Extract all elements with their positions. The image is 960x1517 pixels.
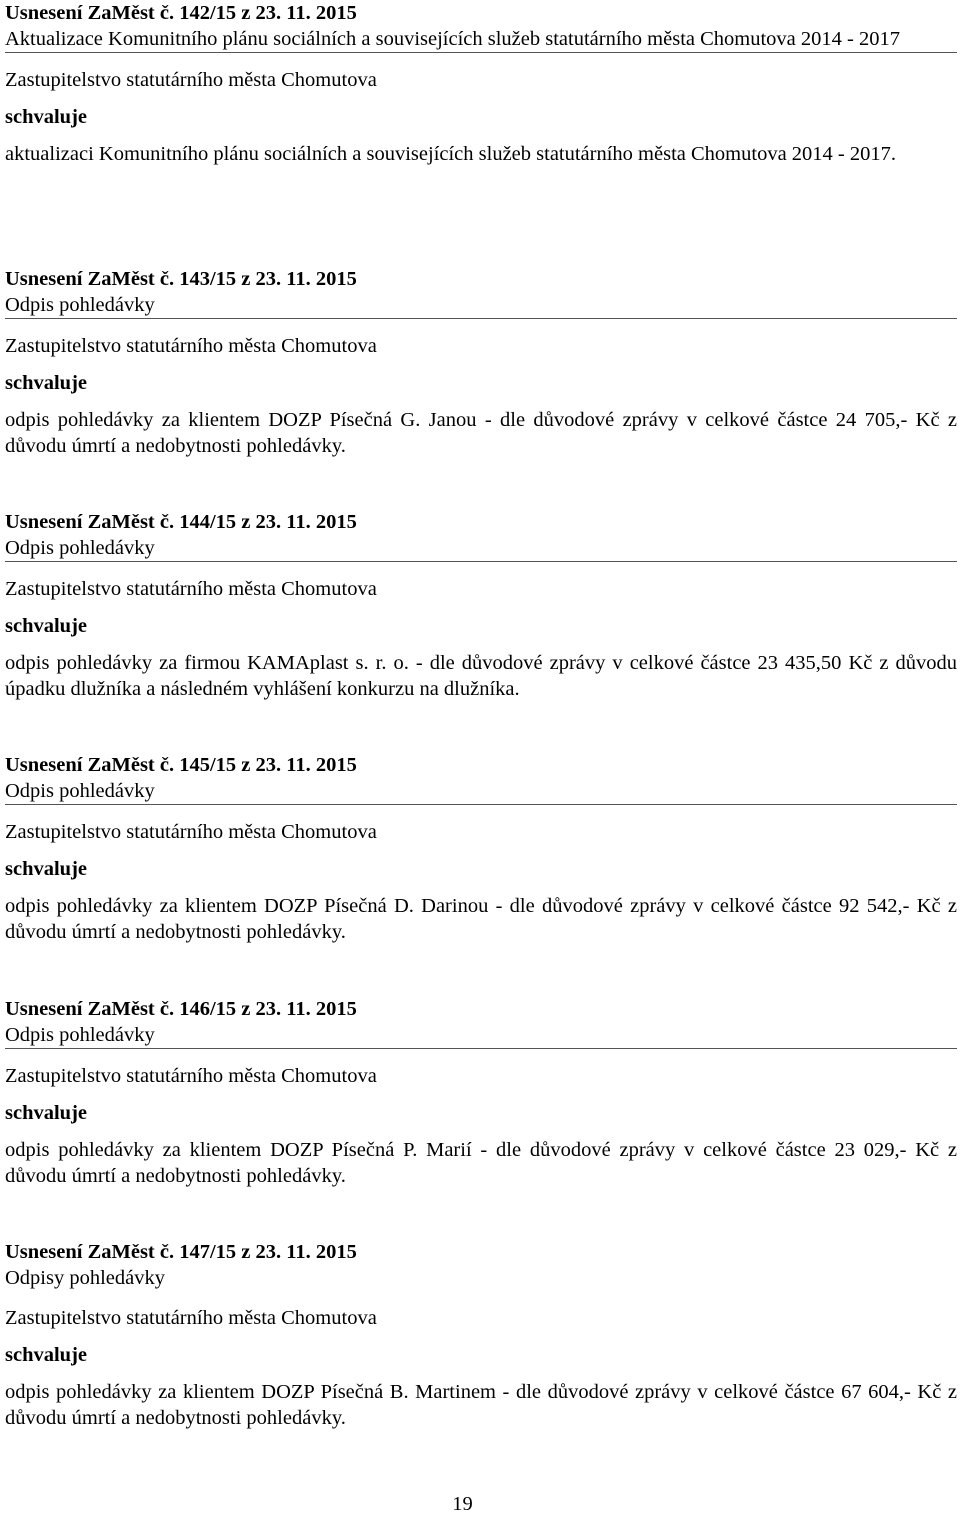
resolution-text: odpis pohledávky za firmou KAMAplast s. r. o. - dle důvodové zprávy v celkové částce 23 435,50 Kč z důvodu úpadku dlužníka a následném vyhlášení konkurzu na dlužníka.	[5, 652, 957, 700]
resolution-verb: schvaluje	[5, 372, 87, 394]
page-number: 19	[452, 1493, 473, 1515]
resolution-header: Usnesení ZaMěst č. 145/15 z 23. 11. 2015	[5, 754, 357, 776]
resolution-header: Usnesení ZaMěst č. 143/15 z 23. 11. 2015	[5, 268, 357, 290]
resolution-147	[5, 1239, 957, 1431]
resolution-text: odpis pohledávky za klientem DOZP Písečná P. Marií - dle důvodové zprávy v celkové částce 23 029,- Kč z důvodu úmrtí a nedobytnosti pohledávky.	[5, 1139, 957, 1187]
resolution-text: aktualizaci Komunitního plánu sociálních a souvisejících služeb statutárního města Chomutova 2014 - 2017.	[5, 143, 896, 165]
resolution-subject: Odpis pohledávky	[5, 292, 957, 319]
resolution-verb: schvaluje	[5, 858, 87, 880]
resolution-142	[5, 0, 957, 167]
resolution-header: Usnesení ZaMěst č. 147/15 z 23. 11. 2015	[5, 1241, 357, 1263]
resolution-subject: Odpis pohledávky	[5, 778, 957, 805]
resolution-verb: schvaluje	[5, 106, 87, 128]
resolution-text: odpis pohledávky za klientem DOZP Písečná G. Janou - dle důvodové zprávy v celkové částce 24 705,- Kč z důvodu úmrtí a nedobytnosti pohledávky.	[5, 409, 957, 457]
resolution-verb: schvaluje	[5, 615, 87, 637]
resolution-145	[5, 752, 957, 945]
resolution-verb: schvaluje	[5, 1102, 87, 1124]
council-name: Zastupitelstvo statutárního města Chomutova	[5, 69, 377, 91]
council-name: Zastupitelstvo statutárního města Chomutova	[5, 335, 377, 357]
resolution-header: Usnesení ZaMěst č. 146/15 z 23. 11. 2015	[5, 998, 357, 1020]
resolution-subject: Odpisy pohledávky	[5, 1267, 165, 1289]
resolution-header: Usnesení ZaMěst č. 144/15 z 23. 11. 2015	[5, 511, 357, 533]
resolution-subject: Odpis pohledávky	[5, 535, 957, 562]
resolution-144	[5, 509, 957, 702]
council-name: Zastupitelstvo statutárního města Chomutova	[5, 821, 377, 843]
resolution-subject: Aktualizace Komunitního plánu sociálních a souvisejících služeb statutárního města Chomutova 2014 - 2017	[5, 26, 957, 53]
resolution-146	[5, 996, 957, 1189]
council-name: Zastupitelstvo statutárního města Chomutova	[5, 1307, 377, 1329]
council-name: Zastupitelstvo statutárního města Chomutova	[5, 578, 377, 600]
resolution-text: odpis pohledávky za klientem DOZP Písečná D. Darinou - dle důvodové zprávy v celkové částce 92 542,- Kč z důvodu úmrtí a nedobytnosti pohledávky.	[5, 895, 957, 943]
resolution-verb: schvaluje	[5, 1344, 87, 1366]
resolution-143	[5, 266, 957, 459]
council-name: Zastupitelstvo statutárního města Chomutova	[5, 1065, 377, 1087]
resolution-subject: Odpis pohledávky	[5, 1022, 957, 1049]
resolution-text: odpis pohledávky za klientem DOZP Písečná B. Martinem - dle důvodové zprávy v celkové částce 67 604,- Kč z důvodu úmrtí a nedobytnosti pohledávky.	[5, 1381, 957, 1429]
resolution-header: Usnesení ZaMěst č. 142/15 z 23. 11. 2015	[5, 2, 357, 24]
